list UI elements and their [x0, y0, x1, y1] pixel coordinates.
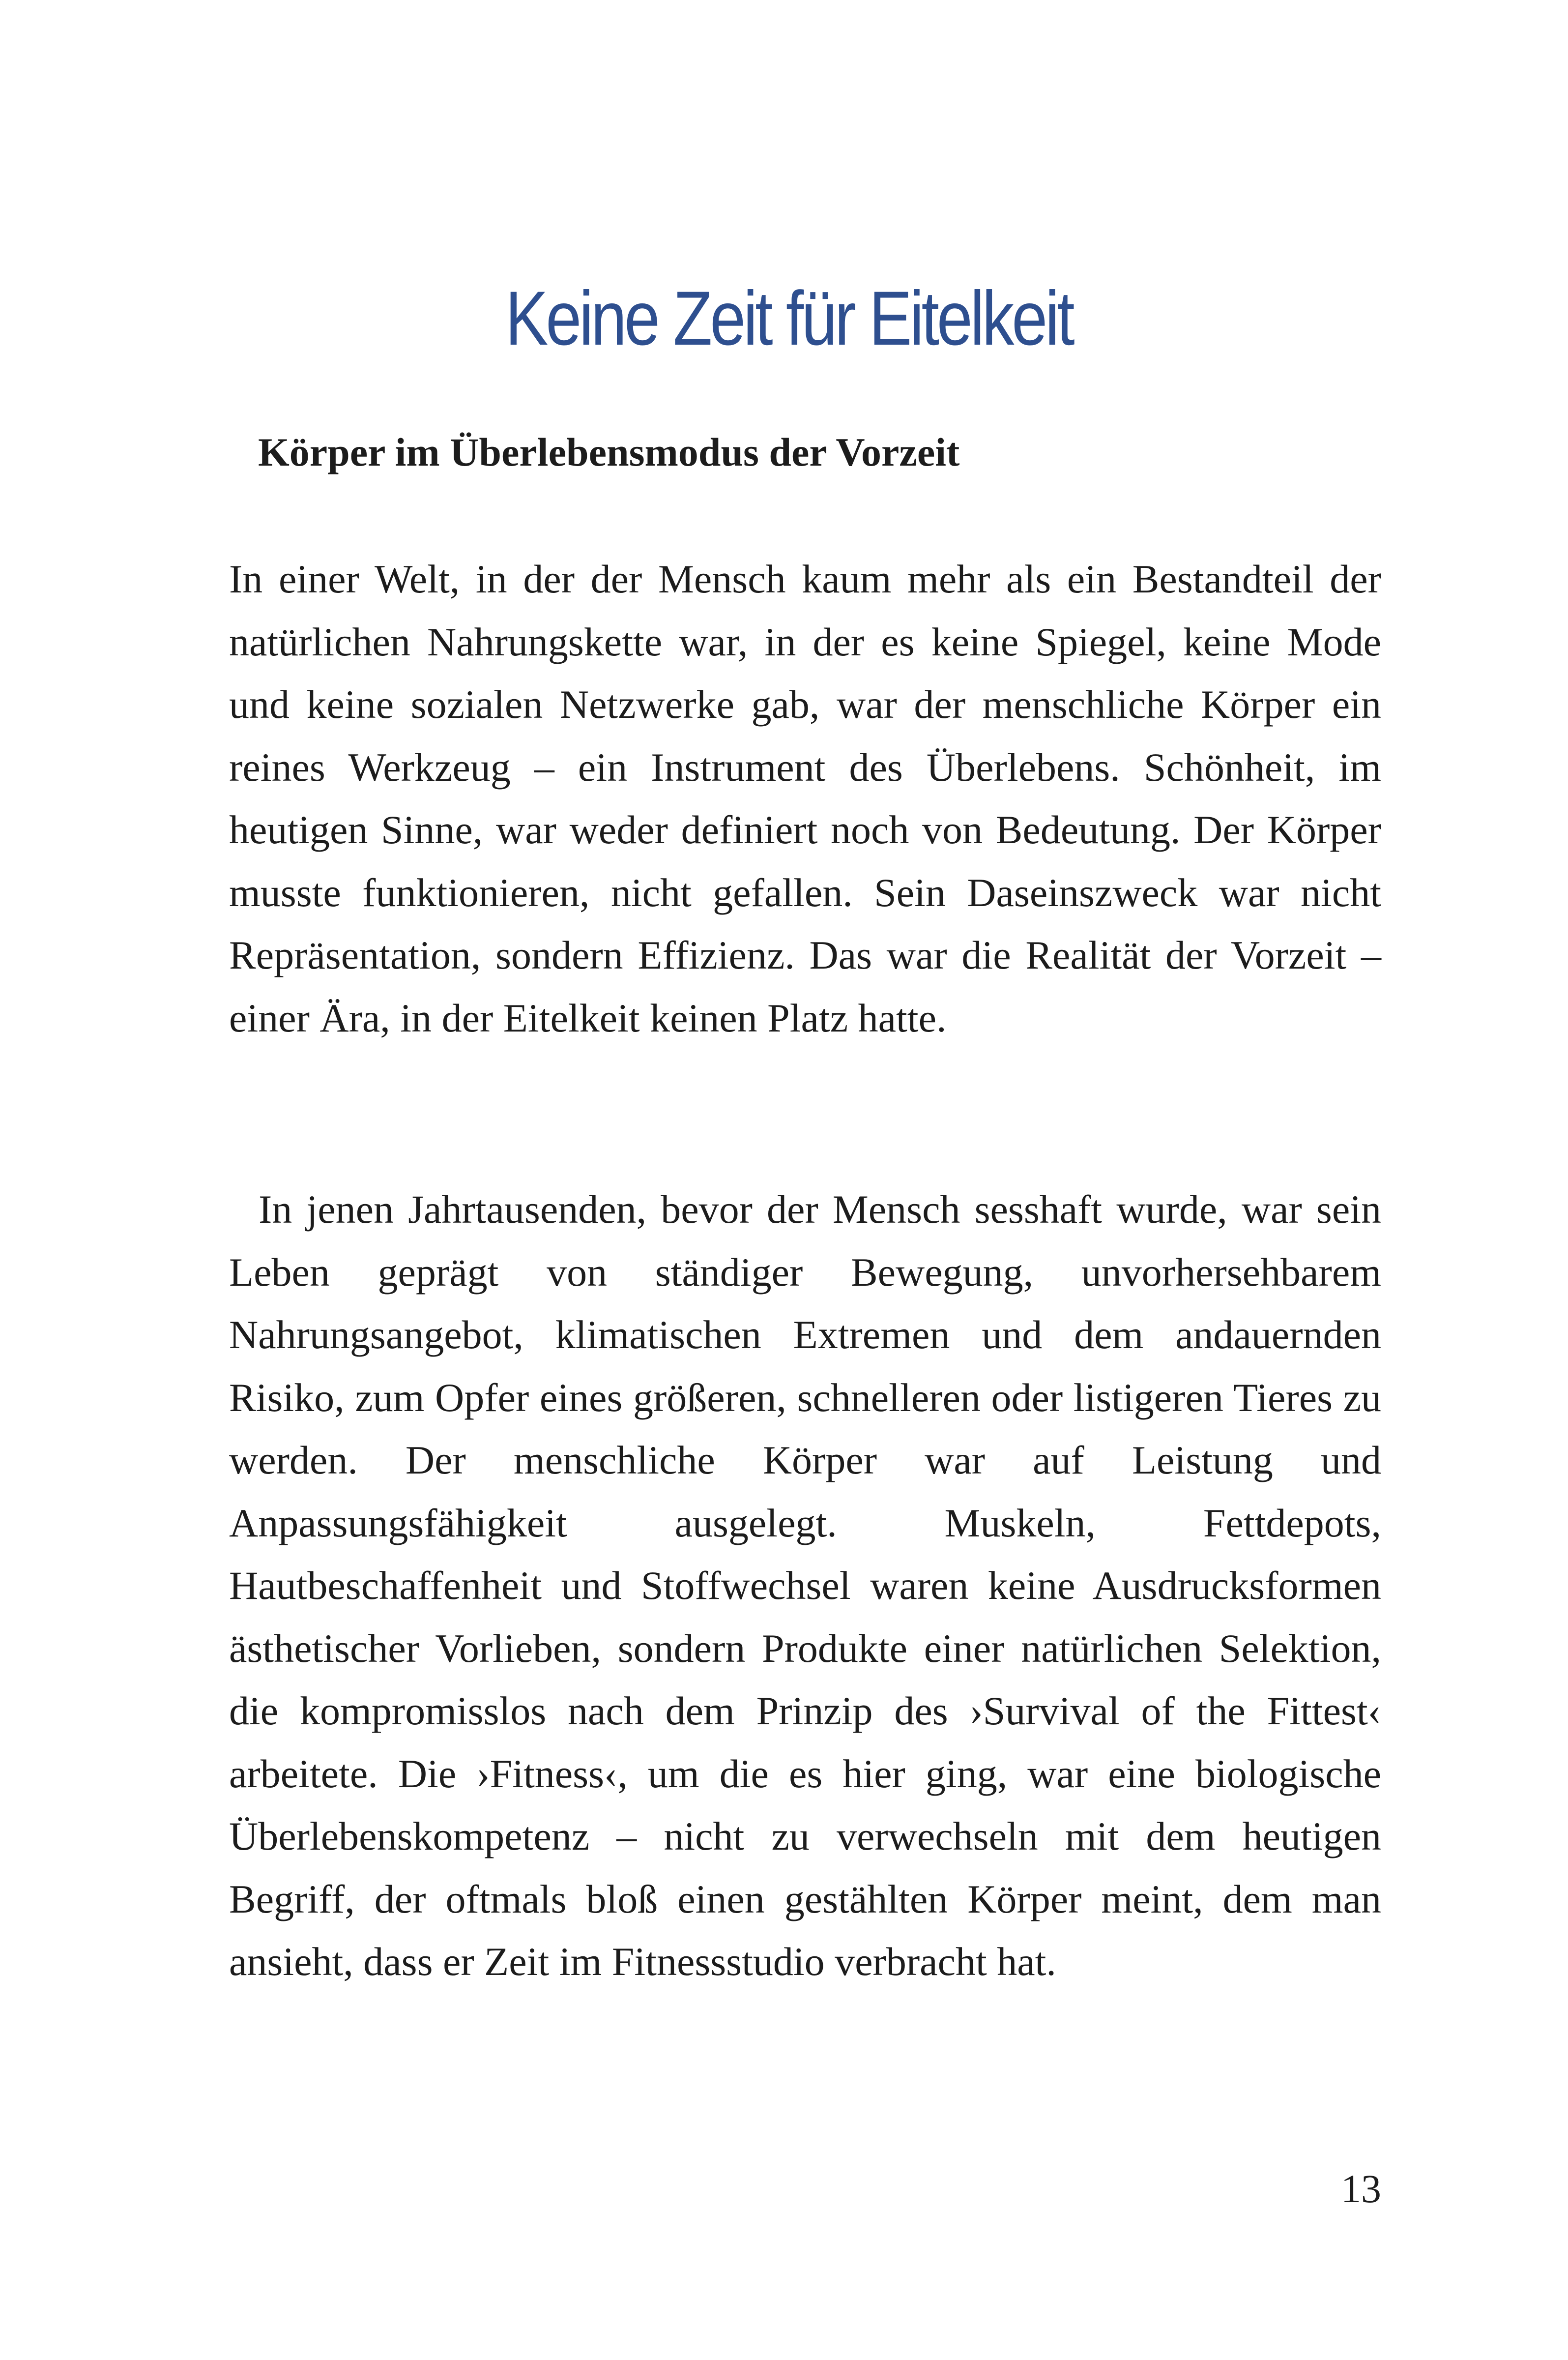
chapter-title: Keine Zeit für Eitelkeit	[505, 276, 1073, 361]
body-paragraph-2: In jenen Jahrtausenden, bevor der Mensch sesshaft wurde, war sein Leben geprägt von ständiger Bewegung, unvorhersehbarem Nahrungsangebot, klimatischen Extremen und dem andauernden Risiko, zum Opfer eines größeren, schnelleren oder listigeren Tieres zu werden. Der menschliche Körper war auf Leistung und Anpassungsfähigkeit ausgelegt. Muskeln, Fettdepots, Hautbeschaffenheit und Stoffwechsel waren keine Ausdrucksformen ästhetischer Vorlieben, sondern Produkte einer natürlichen Selektion, die kompromisslos nach dem Prinzip des ›Survival of the Fittest‹ arbeitete. Die ›Fitness‹, um die es hier ging, war eine biologische Überlebenskompetenz – nicht zu verwechseln mit dem heutigen Begriff, der oftmals bloß einen gestählten Körper meint, dem man ansieht, dass er Zeit im Fitnessstudio verbracht hat.	[229, 1187, 1381, 1984]
body-paragraph-1: In einer Welt, in der der Mensch kaum mehr als ein Bestandteil der natürlichen Nahrungskette war, in der es keine Spiegel, keine Mode und keine sozialen Netzwerke gab, war der menschliche Körper ein reines Werkzeug – ein Instrument des Überlebens. Schönheit, im heutigen Sinne, war weder definiert noch von Bedeutung. Der Körper musste funktionieren, nicht gefallen. Sein Daseinszweck war nicht Repräsentation, sondern Effizienz. Das war die Realität der Vorzeit – einer Ära, in der Eitelkeit keinen Platz hatte.	[229, 557, 1381, 1040]
section-heading: Körper im Überlebensmodus der Vorzeit	[258, 430, 960, 474]
page-number: 13	[1341, 2166, 1381, 2211]
